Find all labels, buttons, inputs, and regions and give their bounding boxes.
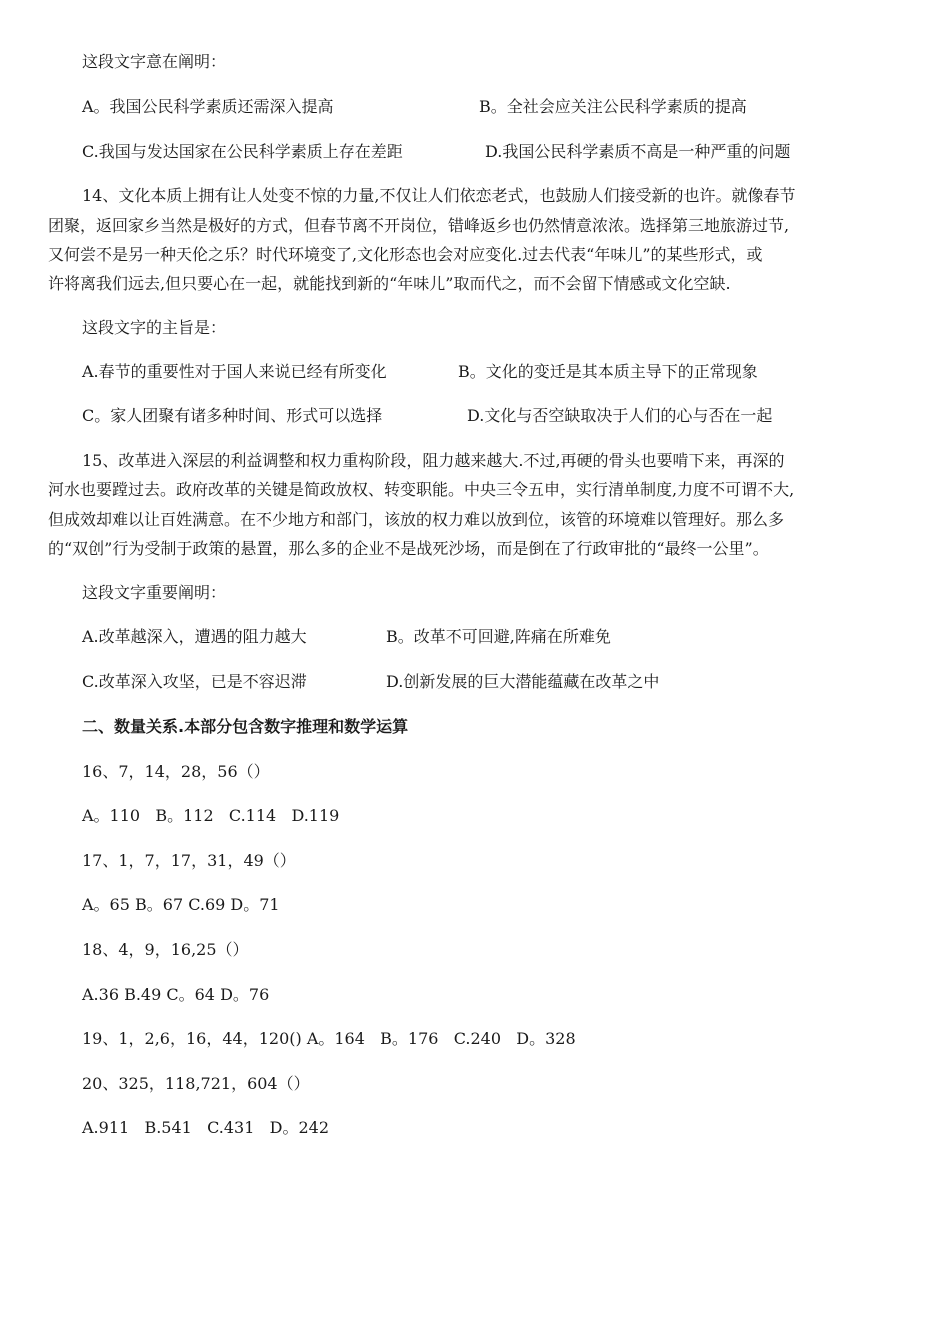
q15-paragraph-line: 但成效却难以让百姓满意。在不少地方和部门，该放的权力难以放到位，该管的环境难以管理好。那么多 bbox=[48, 510, 785, 529]
q13-option-c: C.我国与发达国家在公民科学素质上存在差距 bbox=[82, 142, 403, 161]
q16-options: A。110 B。112 C.114 D.119 bbox=[82, 806, 340, 825]
section-heading: 二、数量关系.本部分包含数字推理和数学运算 bbox=[82, 717, 409, 736]
q17-options: A。65 B。67 C.69 D。71 bbox=[82, 895, 280, 914]
q15-prompt: 这段文字重要阐明： bbox=[82, 583, 227, 602]
q15-option-d: D.创新发展的巨大潜能蕴藏在改革之中 bbox=[386, 672, 660, 691]
q14-option-a: A.春节的重要性对于国人来说已经有所变化 bbox=[82, 362, 387, 381]
q15-paragraph-line: 15、改革进入深层的利益调整和权力重构阶段，阻力越来越大.不过,再硬的骨头也要啃下来，再深的 bbox=[82, 451, 785, 470]
q14-paragraph-line: 许将离我们远去,但只要心在一起，就能找到新的“年味儿”取而代之，而不会留下情感或文化空缺. bbox=[48, 274, 731, 293]
q14-prompt: 这段文字的主旨是： bbox=[82, 318, 227, 337]
q13-option-a: A。我国公民科学素质还需深入提高 bbox=[82, 97, 334, 116]
q14-paragraph-line: 14、文化本质上拥有让人处变不惊的力量,不仅让人们依恋老式，也鼓励人们接受新的也许。就像春节 bbox=[82, 186, 796, 205]
q14-paragraph-line: 又何尝不是另一种天伦之乐？时代环境变了,文化形态也会对应变化.过去代表“年味儿”的某些形式，或 bbox=[48, 245, 763, 264]
q18-question: 18、4，9，16,25（） bbox=[82, 940, 249, 959]
q15-option-b: B。改革不可回避,阵痛在所难免 bbox=[386, 627, 611, 646]
q15-paragraph-line: 的“双创”行为受制于政策的悬置，那么多的企业不是战死沙场，而是倒在了行政审批的“最终一公里”。 bbox=[48, 539, 769, 558]
q15-option-a: A.改革越深入，遭遇的阻力越大 bbox=[82, 627, 307, 646]
q15-option-c: C.改革深入攻坚，已是不容迟滞 bbox=[82, 672, 307, 691]
q14-option-d: D.文化与否空缺取决于人们的心与否在一起 bbox=[467, 406, 773, 425]
q13-option-d: D.我国公民科学素质不高是一种严重的问题 bbox=[485, 142, 791, 161]
q14-option-b: B。文化的变迁是其本质主导下的正常现象 bbox=[458, 362, 758, 381]
q14-paragraph-line: 团聚，返回家乡当然是极好的方式，但春节离不开岗位，错峰返乡也仍然情意浓浓。选择第三地旅游过节, bbox=[48, 216, 790, 235]
q18-options: A.36 B.49 C。64 D。76 bbox=[82, 985, 270, 1004]
q13-prompt: 这段文字意在阐明： bbox=[82, 52, 227, 71]
q19-question: 19、1，2,6，16，44，120() A。164 B。176 C.240 D。328 bbox=[82, 1029, 576, 1048]
q20-question: 20、325，118,721，604（） bbox=[82, 1074, 310, 1093]
q13-option-b: B。全社会应关注公民科学素质的提高 bbox=[479, 97, 747, 116]
q17-question: 17、1，7，17，31，49（） bbox=[82, 851, 296, 870]
q16-question: 16、7，14，28，56（） bbox=[82, 762, 270, 781]
q14-option-c: C。家人团聚有诸多种时间、形式可以选择 bbox=[82, 406, 383, 425]
q20-options: A.911 B.541 C.431 D。242 bbox=[82, 1118, 330, 1137]
q15-paragraph-line: 河水也要蹚过去。政府改革的关键是简政放权、转变职能。中央三令五申，实行清单制度,力度不可谓不大, bbox=[48, 480, 795, 499]
